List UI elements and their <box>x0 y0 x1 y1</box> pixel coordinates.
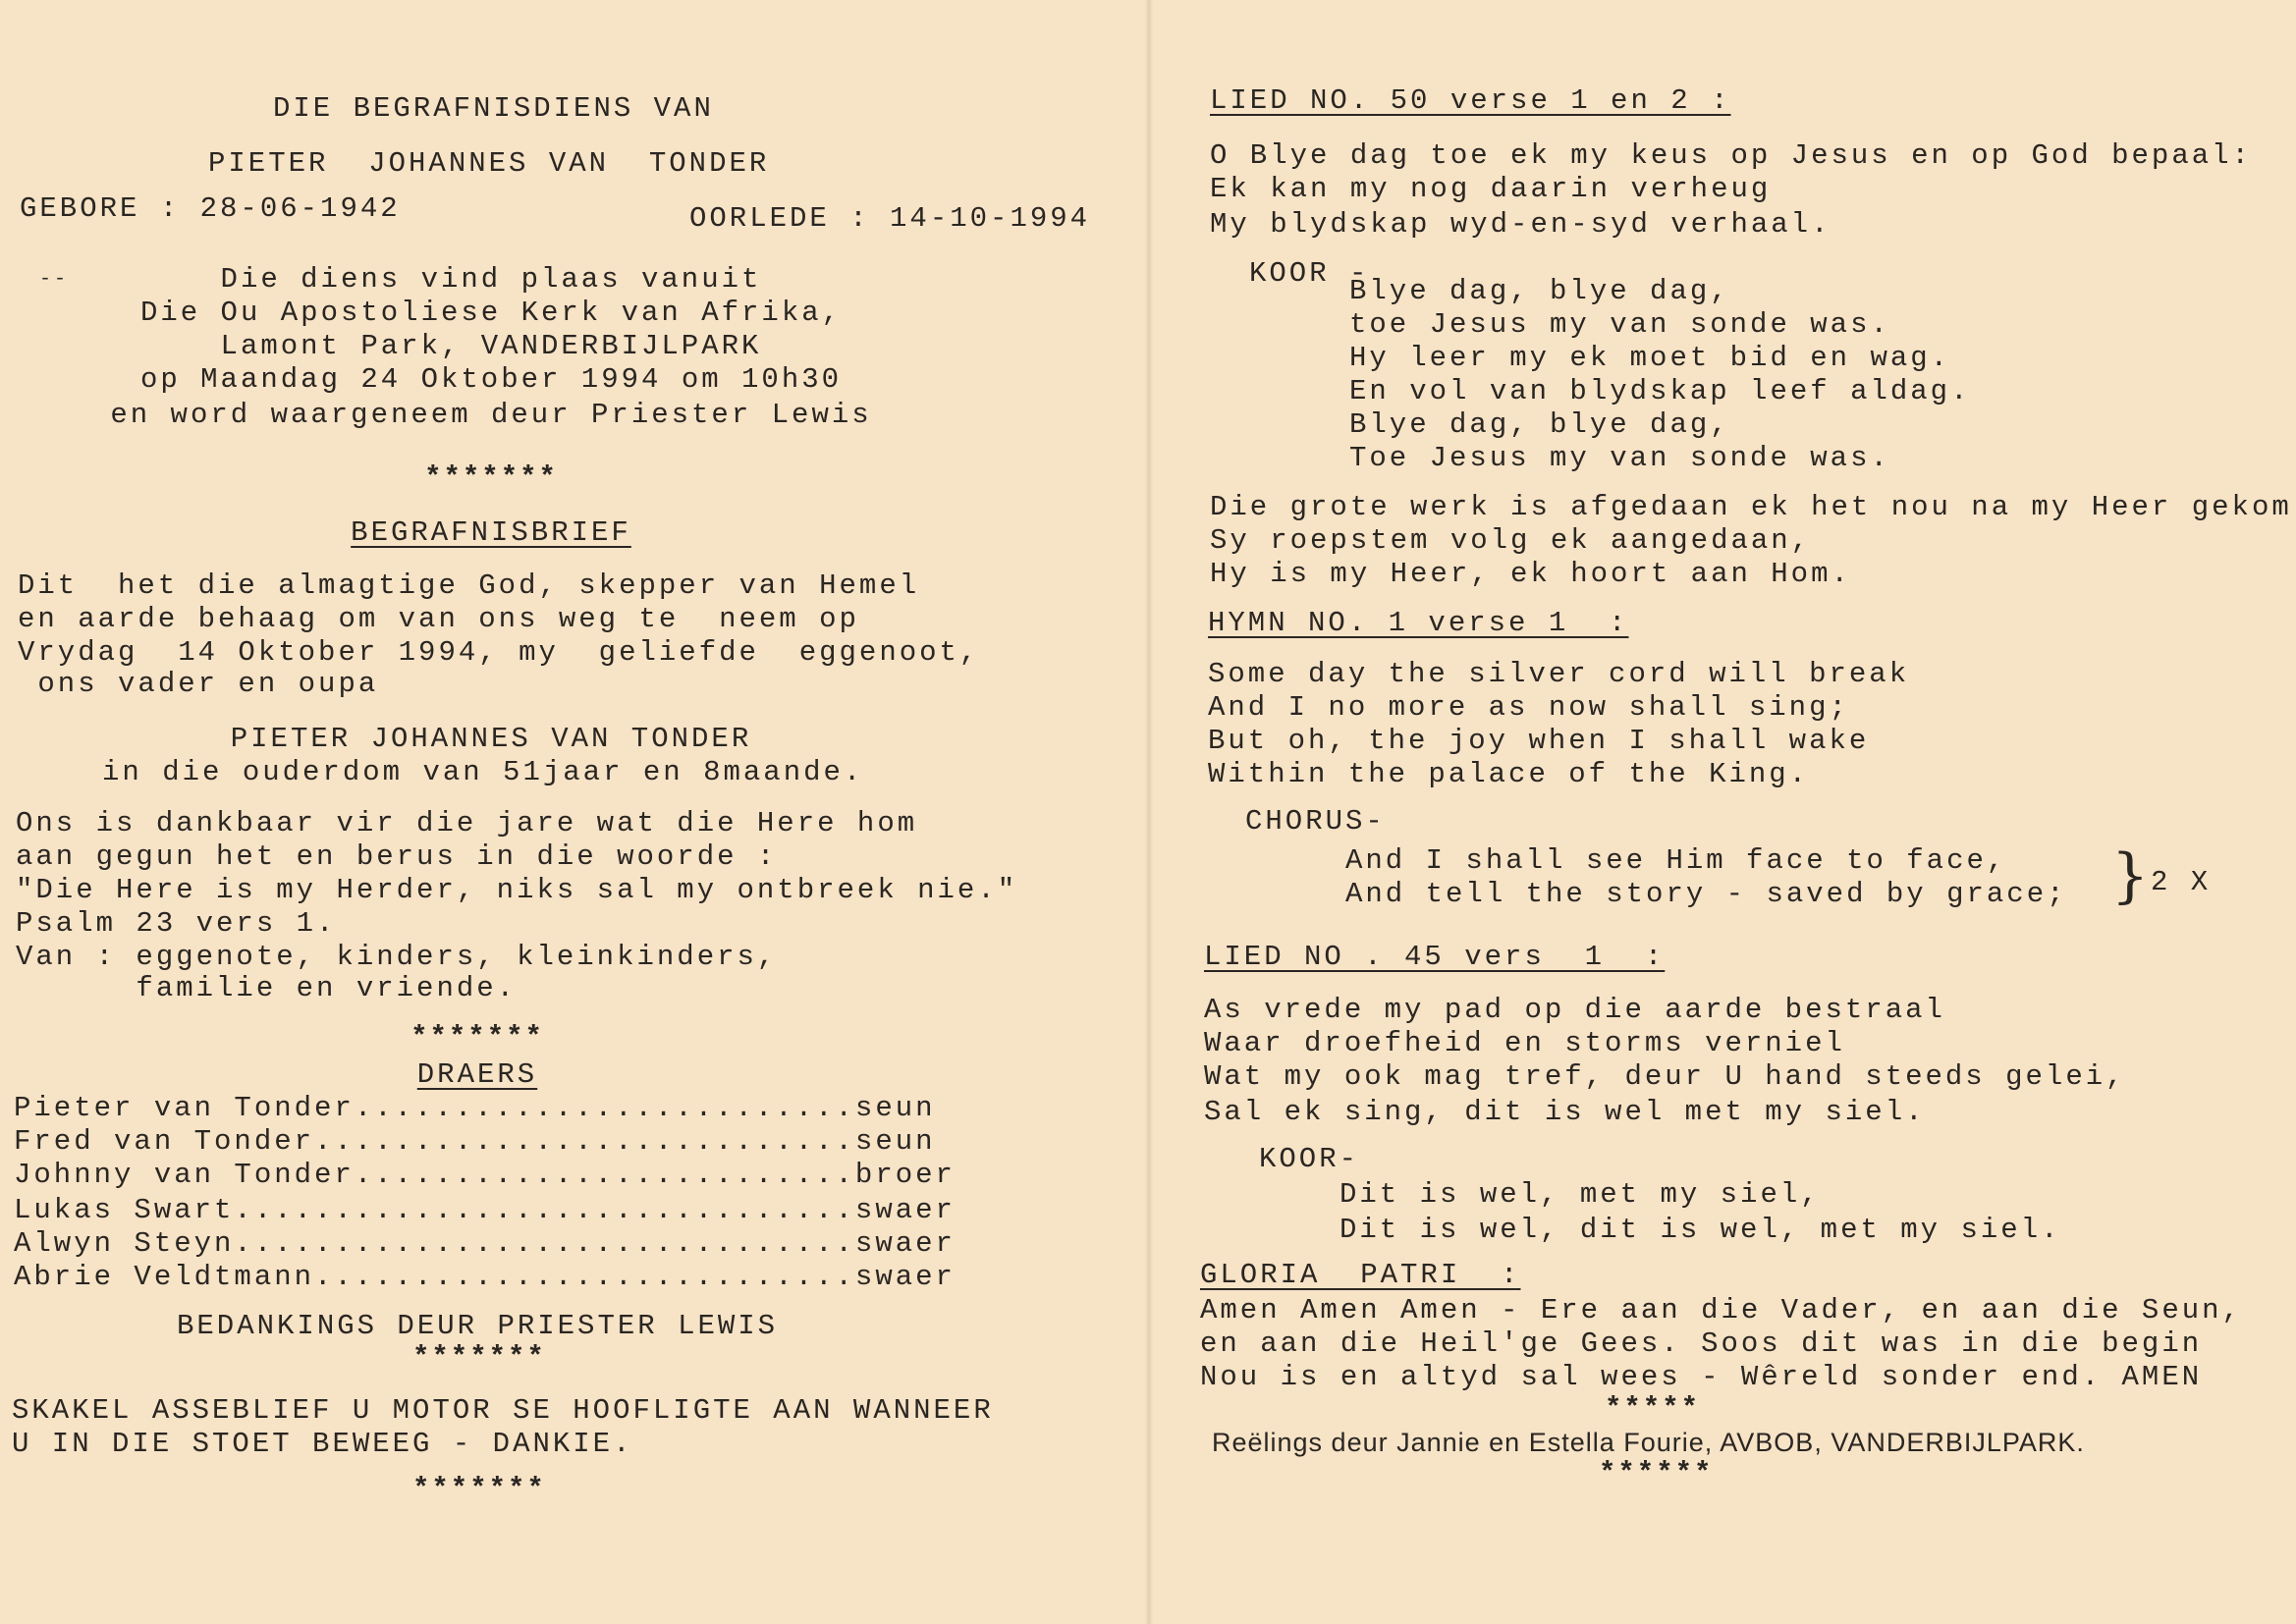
koor-line: En vol van blydskap leef aldag. <box>1349 375 1971 407</box>
koor-line: Blye dag, blye dag, <box>1349 275 1730 307</box>
song2-line: Wat my ook mag tref, deur U hand steeds gelei, <box>1204 1060 2126 1093</box>
dash-mark: -- <box>39 268 70 291</box>
bearers-heading: DRAERS <box>416 1058 538 1091</box>
koor-line: Blye dag, blye dag, <box>1349 408 1730 441</box>
separator-stars: ***** <box>1605 1392 1701 1425</box>
death-date: OORLEDE : 14-10-1994 <box>689 202 1091 235</box>
chorus-repeat: 2 X <box>2151 866 2212 898</box>
hymn-line: And I no more as now shall sing; <box>1208 691 1849 724</box>
koor-label: KOOR- <box>1259 1143 1360 1175</box>
age-line: in die ouderdom van 51jaar en 8maande. <box>102 756 864 788</box>
bearer-row: Alwyn Steyn...............................swaer <box>14 1227 956 1260</box>
separator-stars: ****** <box>1599 1457 1714 1489</box>
service-line: Die Ou Apostoliese Kerk van Afrika, <box>139 297 843 329</box>
song1-heading: LIED NO. 50 verse 1 en 2 : <box>1210 84 1731 117</box>
separator-stars: ******* <box>410 1021 544 1054</box>
right-page <box>1149 0 2296 1624</box>
chorus-line: And I shall see Him face to face, <box>1345 844 2007 877</box>
letter-line: Dit het die almagtige God, skepper van Hemel <box>18 569 920 602</box>
title-line-2: PIETER JOHANNES VAN TONDER <box>208 147 770 180</box>
birth-date: GEBORE : 28-06-1942 <box>20 192 401 225</box>
notice-line: SKAKEL ASSEBLIEF U MOTOR SE HOOFLIGTE AAN WANNEER <box>12 1394 994 1427</box>
koor-line: Toe Jesus my van sonde was. <box>1349 442 1890 474</box>
koor-line: toe Jesus my van sonde was. <box>1349 308 1890 341</box>
gratitude-line: Van : eggenote, kinders, kleinkinders, <box>16 941 778 973</box>
brace-glyph: } <box>2111 841 2150 910</box>
bearer-row: Pieter van Tonder.........................seun <box>14 1092 936 1124</box>
gratitude-line: familie en vriende. <box>16 972 518 1004</box>
letter-line: en aarde behaag om van ons weg te neem op <box>18 603 859 635</box>
song1-line: Sy roepstem volg ek aangedaan, <box>1210 524 1812 557</box>
letter-line: ons vader en oupa <box>18 668 379 700</box>
separator-stars: ******* <box>424 461 558 494</box>
hymn-heading: HYMN NO. 1 verse 1 : <box>1208 607 1629 639</box>
koor-line: Dit is wel, dit is wel, met my siel. <box>1339 1214 2061 1246</box>
hymn-line: But oh, the joy when I shall wake <box>1208 725 1870 757</box>
hymn-line: Within the palace of the King. <box>1208 758 1810 790</box>
letter-line: Vrydag 14 Oktober 1994, my geliefde eggenoot, <box>18 636 980 669</box>
service-line: en word waargeneem deur Priester Lewis <box>110 399 872 431</box>
song2-line: Waar droefheid en storms verniel <box>1204 1027 1845 1059</box>
song1-line: O Blye dag toe ek my keus op Jesus en op God bepaal: <box>1210 139 2252 172</box>
koor-label: KOOR - <box>1249 257 1370 290</box>
service-line: op Maandag 24 Oktober 1994 om 10h30 <box>139 363 843 396</box>
gratitude-line: Ons is dankbaar vir die jare wat die Here hom <box>16 807 918 839</box>
deceased-name: PIETER JOHANNES VAN TONDER <box>230 723 752 755</box>
bearer-row: Abrie Veldtmann...........................swaer <box>14 1261 956 1293</box>
gratitude-line: aan gegun het en berus in die woorde : <box>16 840 778 873</box>
koor-line: Hy leer my ek moet bid en wag. <box>1349 342 1951 374</box>
thanks-line: BEDANKINGS DEUR PRIESTER LEWIS <box>177 1310 779 1342</box>
koor-line: Dit is wel, met my siel, <box>1339 1178 1821 1211</box>
gloria-heading: GLORIA PATRI : <box>1200 1259 1521 1291</box>
gratitude-line: "Die Here is my Herder, niks sal my ontbreek nie." <box>16 874 1018 906</box>
song2-line: As vrede my pad op die aarde bestraal <box>1204 994 1945 1026</box>
hymn-line: Some day the silver cord will break <box>1208 658 1910 690</box>
bearer-row: Johnny van Tonder.........................broer <box>14 1159 956 1191</box>
gloria-line: en aan die Heil'ge Gees. Soos dit was in die begin <box>1200 1327 2203 1360</box>
separator-stars: ******* <box>412 1341 546 1374</box>
notice-line: U IN DIE STOET BEWEEG - DANKIE. <box>12 1428 633 1460</box>
gloria-line: Amen Amen Amen - Ere aan die Vader, en aan die Seun, <box>1200 1294 2242 1326</box>
gratitude-line: Psalm 23 vers 1. <box>16 907 337 940</box>
service-line: Die diens vind plaas vanuit <box>220 263 762 296</box>
bearer-row: Lukas Swart...............................swaer <box>14 1194 956 1226</box>
chorus-line: And tell the story - saved by grace; <box>1345 878 2067 910</box>
song2-heading: LIED NO . 45 vers 1 : <box>1204 941 1666 973</box>
service-line: Lamont Park, VANDERBIJLPARK <box>220 330 762 362</box>
song1-line: Die grote werk is afgedaan ek het nou na my Heer gekom <box>1210 491 2292 523</box>
chorus-label: CHORUS- <box>1245 805 1386 838</box>
song1-line: My blydskap wyd-en-syd verhaal. <box>1210 208 1831 241</box>
bearer-row: Fred van Tonder...........................seun <box>14 1125 936 1158</box>
song1-line: Ek kan my nog daarin verheug <box>1210 173 1772 205</box>
separator-stars: ******* <box>412 1473 546 1505</box>
arrangements-line: Reëlings deur Jannie en Estella Fourie, AVBOB, VANDERBIJLPARK. <box>1212 1428 2085 1457</box>
song2-line: Sal ek sing, dit is wel met my siel. <box>1204 1096 1926 1128</box>
song1-line: Hy is my Heer, ek hoort aan Hom. <box>1210 558 1851 590</box>
letter-heading: BEGRAFNISBRIEF <box>351 516 631 549</box>
title-line-1: DIE BEGRAFNISDIENS VAN <box>273 92 714 125</box>
gloria-line: Nou is en altyd sal wees - Wêreld sonder end. AMEN <box>1200 1361 2203 1393</box>
